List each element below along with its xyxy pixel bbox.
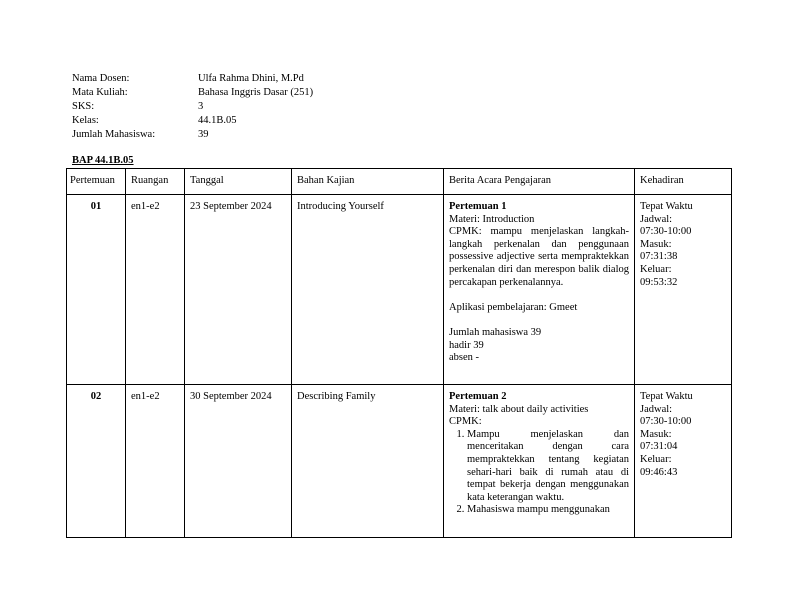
absen-text: absen - <box>449 352 480 364</box>
header-ruangan: Ruangan <box>126 169 185 195</box>
pertemuan-title: Pertemuan 2 <box>449 391 507 402</box>
info-value: 39 <box>198 129 209 140</box>
info-label: Jumlah Mahasiswa: <box>72 129 156 140</box>
jadwal-label: Jadwal: <box>640 213 673 225</box>
info-value: 44.1B.05 <box>198 115 237 126</box>
cpmk-text: CPMK: mampu menjelaskan langkah-langkah perkenalan dan penggunaan possessive adjective serta mempraktekkan perkenalan diri dan merespon balik dialog percakapan perkenalannya. <box>449 226 629 288</box>
spacer <box>449 289 629 302</box>
jadwal-label: Jadwal: <box>640 403 673 415</box>
info-label: Mata Kuliah: <box>72 87 128 98</box>
table-header-row <box>67 169 732 195</box>
materi-text: Materi: talk about daily activities <box>449 403 589 415</box>
jumlah-mahasiswa-text: Jumlah mahasiswa 39 <box>449 326 542 338</box>
hadir-text: hadir 39 <box>449 339 484 351</box>
cpmk-list-item: 2. Mahasiswa mampu menggunakan <box>467 504 629 517</box>
info-label: Kelas: <box>72 115 99 126</box>
table-row <box>67 385 732 538</box>
masuk-value: 07:31:04 <box>640 441 678 453</box>
cell-berita-acara <box>444 195 635 385</box>
cell-pertemuan: 02 <box>67 385 126 538</box>
info-value: Bahasa Inggris Dasar (251) <box>198 87 314 98</box>
cell-tanggal: 30 September 2024 <box>185 385 292 538</box>
pertemuan-title: Pertemuan 1 <box>449 201 507 212</box>
cell-pertemuan: 01 <box>67 195 126 385</box>
jadwal-value: 07:30-10:00 <box>640 416 692 428</box>
cell-kehadiran <box>635 385 732 538</box>
header-berita-acara: Berita Acara Pengajaran <box>444 169 635 195</box>
info-value: 3 <box>198 101 204 112</box>
info-value: Ulfa Rahma Dhini, M.Pd <box>198 73 304 84</box>
cell-berita-acara <box>444 385 635 538</box>
bap-title: BAP 44.1B.05 <box>72 155 134 166</box>
spacer <box>449 314 629 327</box>
materi-text: Materi: Introduction <box>449 213 535 225</box>
header-kehadiran: Kehadiran <box>635 169 732 195</box>
cell-bahan-kajian: Introducing Yourself <box>292 195 444 385</box>
kehadiran-status: Tepat Waktu <box>640 391 693 402</box>
kehadiran-status: Tepat Waktu <box>640 201 693 212</box>
masuk-label: Masuk: <box>640 238 672 250</box>
masuk-label: Masuk: <box>640 428 672 440</box>
header-tanggal: Tanggal <box>185 169 292 195</box>
jadwal-value: 07:30-10:00 <box>640 226 692 238</box>
cpmk-list <box>449 429 629 517</box>
info-label: Nama Dosen: <box>72 73 130 84</box>
masuk-value: 07:31:38 <box>640 251 678 263</box>
cpmk-label: CPMK: <box>449 416 482 428</box>
header-bahan-kajian: Bahan Kajian <box>292 169 444 195</box>
cell-tanggal: 23 September 2024 <box>185 195 292 385</box>
cell-ruangan: en1-e2 <box>126 385 185 538</box>
cell-kehadiran <box>635 195 732 385</box>
keluar-label: Keluar: <box>640 263 672 275</box>
cell-ruangan: en1-e2 <box>126 195 185 385</box>
bap-table <box>66 168 732 538</box>
cpmk-list-item: 1. Mampu menjelaskan dan menceritakan dengan cara mempraktekkan tentang kegiatan sehari-hari baik di rumah atau di tempat bekerja dengan menggunakan kata keterangan waktu. <box>467 429 629 505</box>
aplikasi-text: Aplikasi pembelajaran: Gmeet <box>449 301 578 313</box>
keluar-value: 09:46:43 <box>640 466 678 478</box>
header-pertemuan: Pertemuan <box>67 169 126 195</box>
keluar-label: Keluar: <box>640 453 672 465</box>
info-label: SKS: <box>72 101 95 112</box>
cell-bahan-kajian: Describing Family <box>292 385 444 538</box>
keluar-value: 09:53:32 <box>640 276 678 288</box>
table-row <box>67 195 732 385</box>
